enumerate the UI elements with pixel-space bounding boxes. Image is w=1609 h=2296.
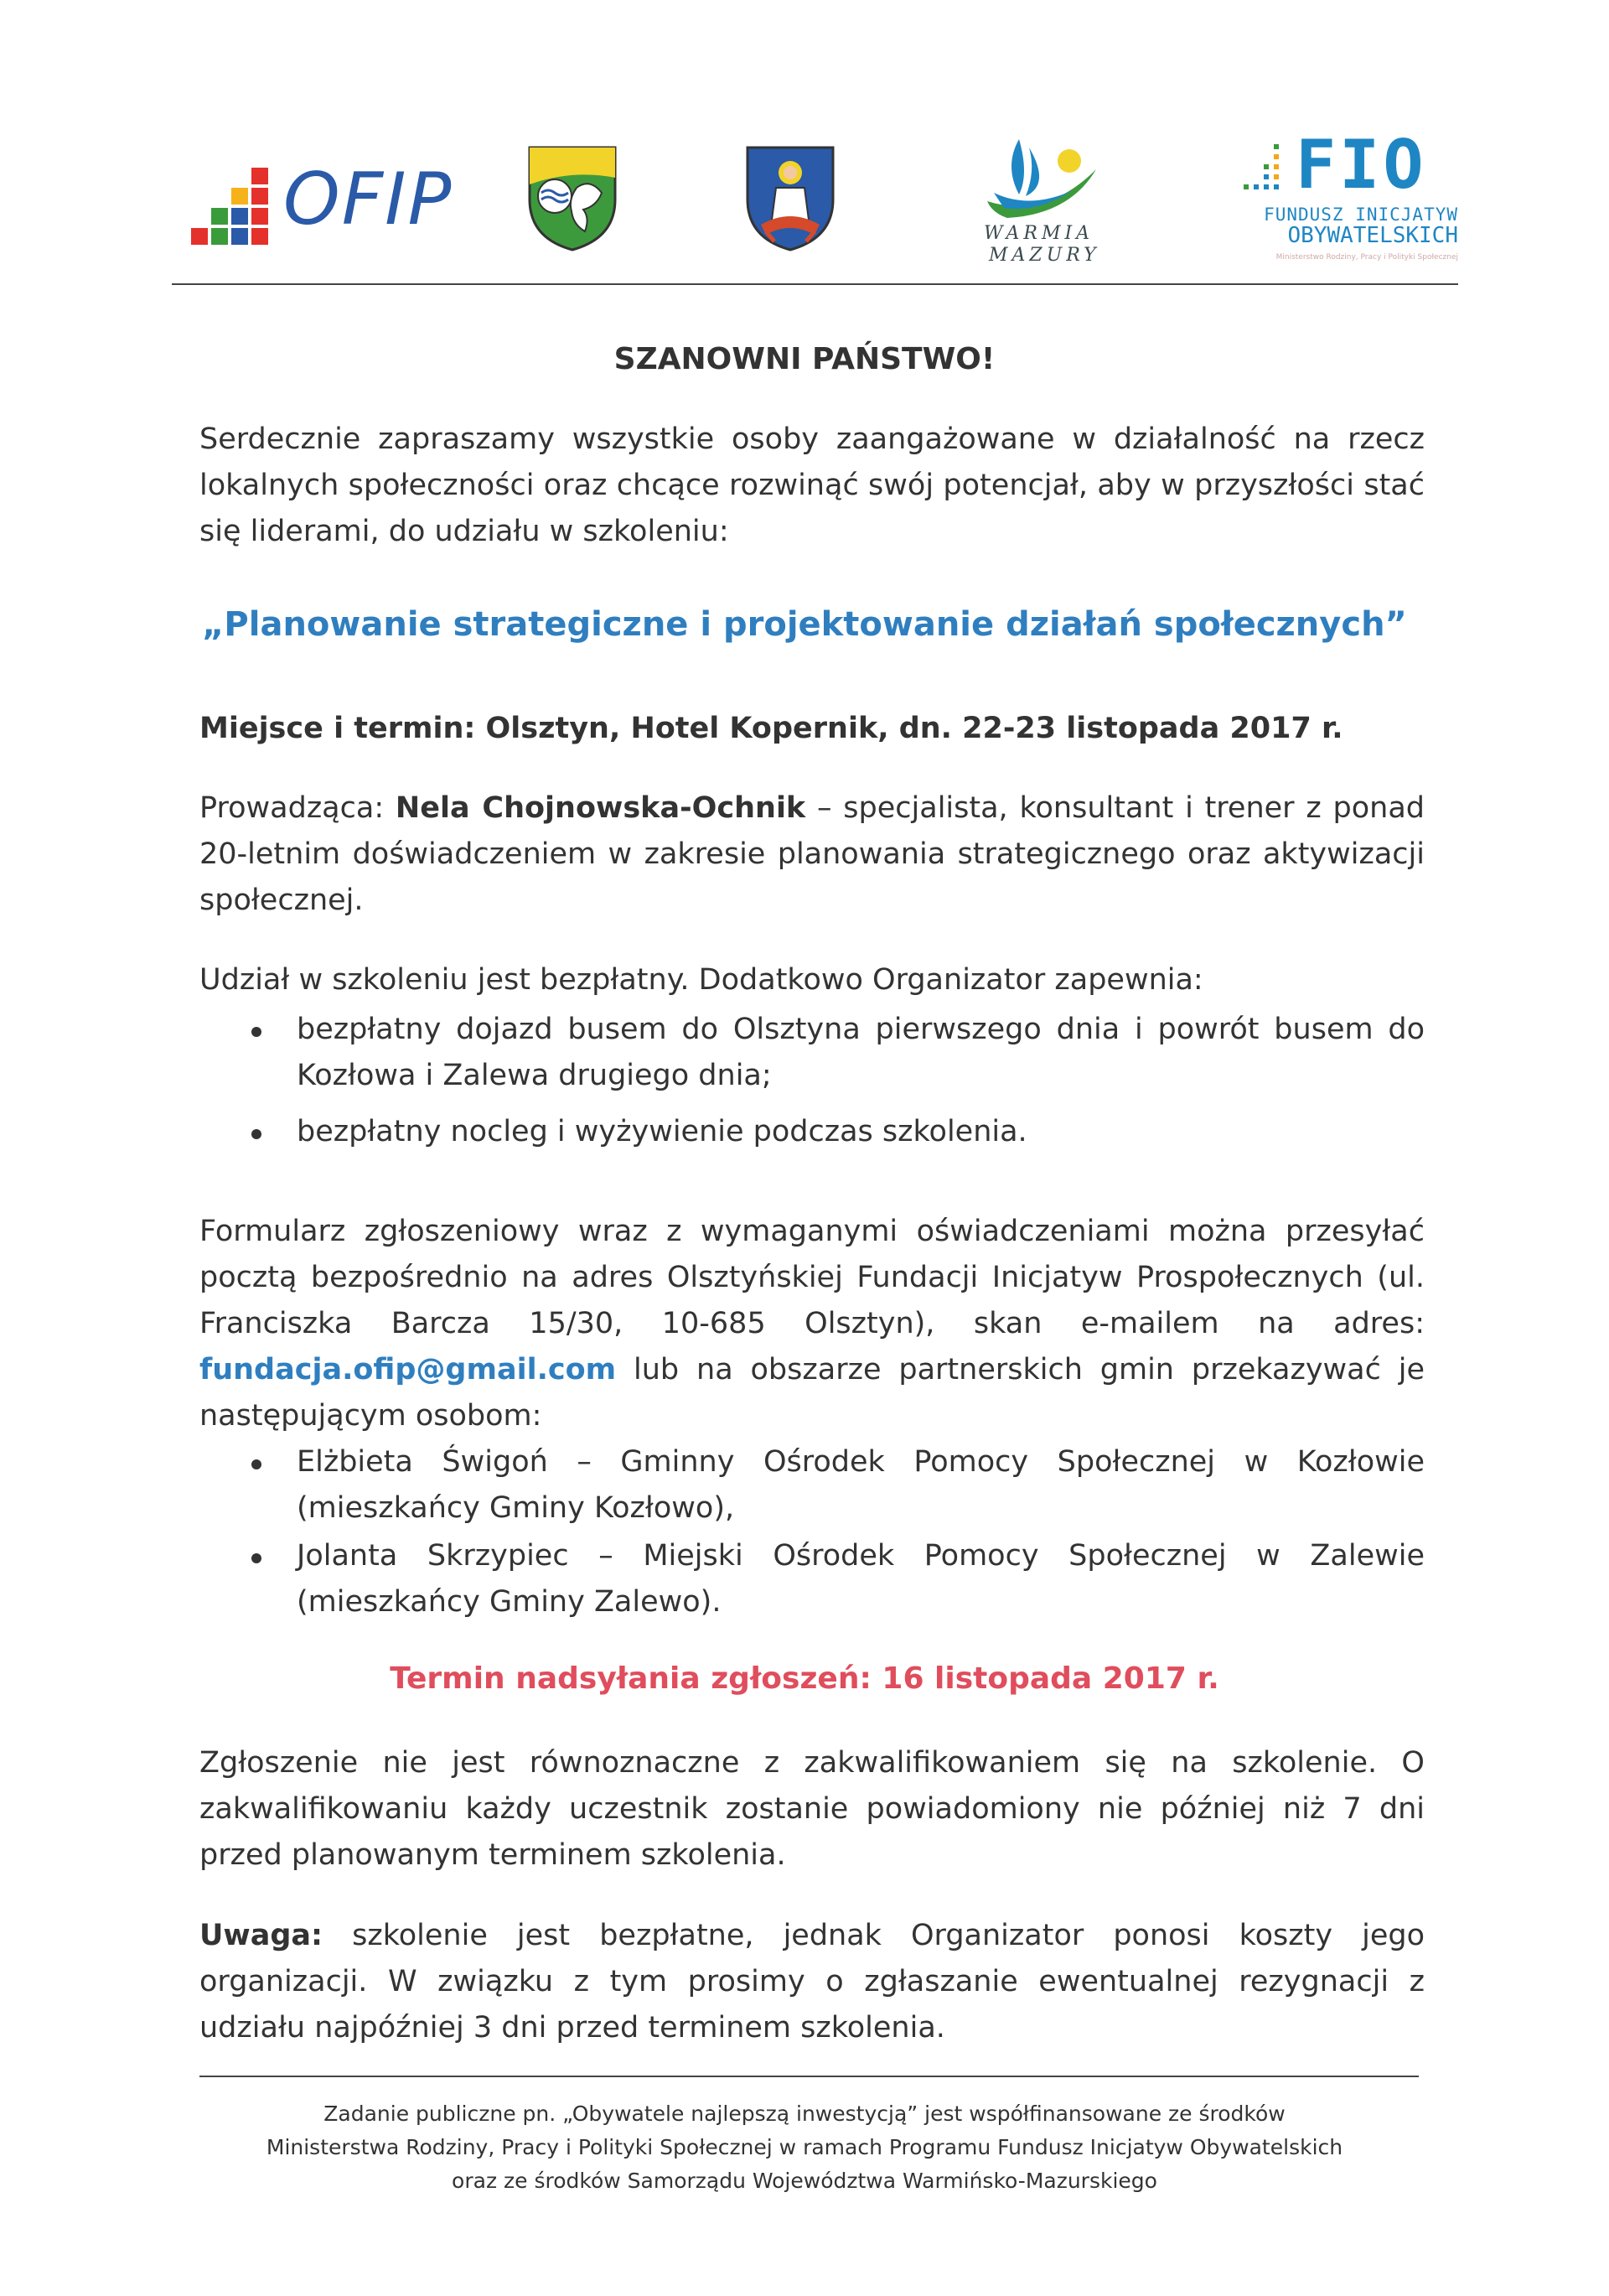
trainer-label: Prowadząca: <box>199 791 385 825</box>
ofip-logo <box>191 153 453 245</box>
contacts-list <box>199 1439 1425 1625</box>
warmia-mazury-logo <box>970 132 1146 267</box>
greeting-heading: SZANOWNI PAŃSTWO! <box>613 342 996 376</box>
contacts-block <box>199 1439 1425 1625</box>
training-title: „Planowanie strategiczne i projektowanie działań społecznych” <box>202 605 1407 644</box>
fio-subtitle-line1: FUNDUSZ INICJATYW <box>1264 205 1458 225</box>
intro-paragraph: Serdecznie zapraszamy wszystkie osoby zaangażowane w działalność na rzecz lokalnych społeczności oraz chcące rozwinąć swój potencjał, aby w przyszłości stać się liderami, do udziału w szkoleniu: <box>199 422 1425 548</box>
ofip-logo-text: OFIP <box>283 158 453 241</box>
trainer-name: Nela Chojnowska-Ochnik <box>395 791 806 825</box>
logo-bar <box>191 126 1465 277</box>
footer-divider <box>199 2076 1419 2077</box>
application-paragraph: Formularz zgłoszeniowy wraz z wymaganymi oświadczeniami można przesyłać pocztą bezpośrednio na adres Olsztyńskiej Fundacji Inicjatyw Prospołecznych (ul. Franciszka Barcza 15/30, 10-685 Olsztyn), skan e-mailem na adres: fundacja.ofip@gmail.com lub na obszarze partnerskich gmin przekazywać je następującym osobom: <box>199 1215 1425 1433</box>
header-divider <box>172 283 1458 285</box>
benefits-list <box>199 1007 1425 1155</box>
trainer-description: – specjalista, konsultant i trener z ponad 20-letnim doświadczeniem w zakresie planowania strategicznego oraz aktywizacji społecznej. <box>199 791 1425 917</box>
note-label: Uwaga: <box>199 1919 323 1952</box>
note-paragraph: Uwaga: szkolenie jest bezpłatne, jednak Organizator ponosi koszty jego organizacji. W związku z tym prosimy o zgłaszanie ewentualnej rezygnacji z udziału najpóźniej 3 dni przed terminem szkolenia. <box>199 1919 1425 2045</box>
list-item: Elżbieta Świgoń – Gminny Ośrodek Pomocy Społecznej w Kozłowie (mieszkańcy Gminy Kozłowo), <box>199 1439 1425 1532</box>
email-link[interactable]: fundacja.ofip@gmail.com <box>199 1353 617 1386</box>
deadline-text: Termin nadsyłania zgłoszeń: 16 listopada 2017 r. <box>390 1661 1219 1696</box>
list-item: bezpłatny dojazd busem do Olsztyna pierwszego dnia i powrót busem do Kozłowa i Zalewa drugiego dnia; <box>199 1007 1425 1099</box>
zalewo-crest-icon <box>744 144 836 253</box>
kozlowo-crest-icon <box>526 144 618 253</box>
footer-funding-note: Zadanie publiczne pn. „Obywatele najlepszą inwestycją” jest współfinansowane ze środków Ministerstwa Rodziny, Pracy i Polityki Społecznej w ramach Programu Fundusz Inicjatyw Obywatelskich oraz ze środków Samorządu Województwa Warmińsko-Mazurskiego <box>266 2102 1343 2193</box>
warmia-mazury-sail-icon <box>970 132 1146 225</box>
warmia-mazury-text: WARMIA MAZURY <box>984 223 1100 266</box>
place-and-date: Miejsce i termin: Olsztyn, Hotel Kopernik, dn. 22-23 listopada 2017 r. <box>199 712 1343 745</box>
fio-subtitle-line2: OBYWATELSKICH <box>1287 223 1458 248</box>
fio-logo <box>1215 126 1458 263</box>
ofip-squares-icon <box>191 168 272 243</box>
benefits-intro: Udział w szkoleniu jest bezpłatny. Dodatkowo Organizator zapewnia: <box>199 963 1203 997</box>
qualification-paragraph: Zgłoszenie nie jest równoznaczne z zakwalifikowaniem się na szkolenie. O zakwalifikowaniu każdy uczestnik zostanie powiadomiony nie później niż 7 dni przed planowanym terminem szkolenia. <box>199 1746 1425 1872</box>
list-item: bezpłatny nocleg i wyżywienie podczas szkolenia. <box>199 1109 1425 1155</box>
fio-logo-text: FIO <box>1296 126 1427 204</box>
list-item: Jolanta Skrzypiec – Miejski Ośrodek Pomocy Społecznej w Zalewie (mieszkańcy Gminy Zalewo). <box>199 1533 1425 1625</box>
trainer-paragraph <box>199 785 1425 924</box>
benefits-block <box>199 957 1425 1155</box>
fio-ministry-text: Ministerstwo Rodziny, Pracy i Polityki Społecznej <box>1275 253 1458 262</box>
